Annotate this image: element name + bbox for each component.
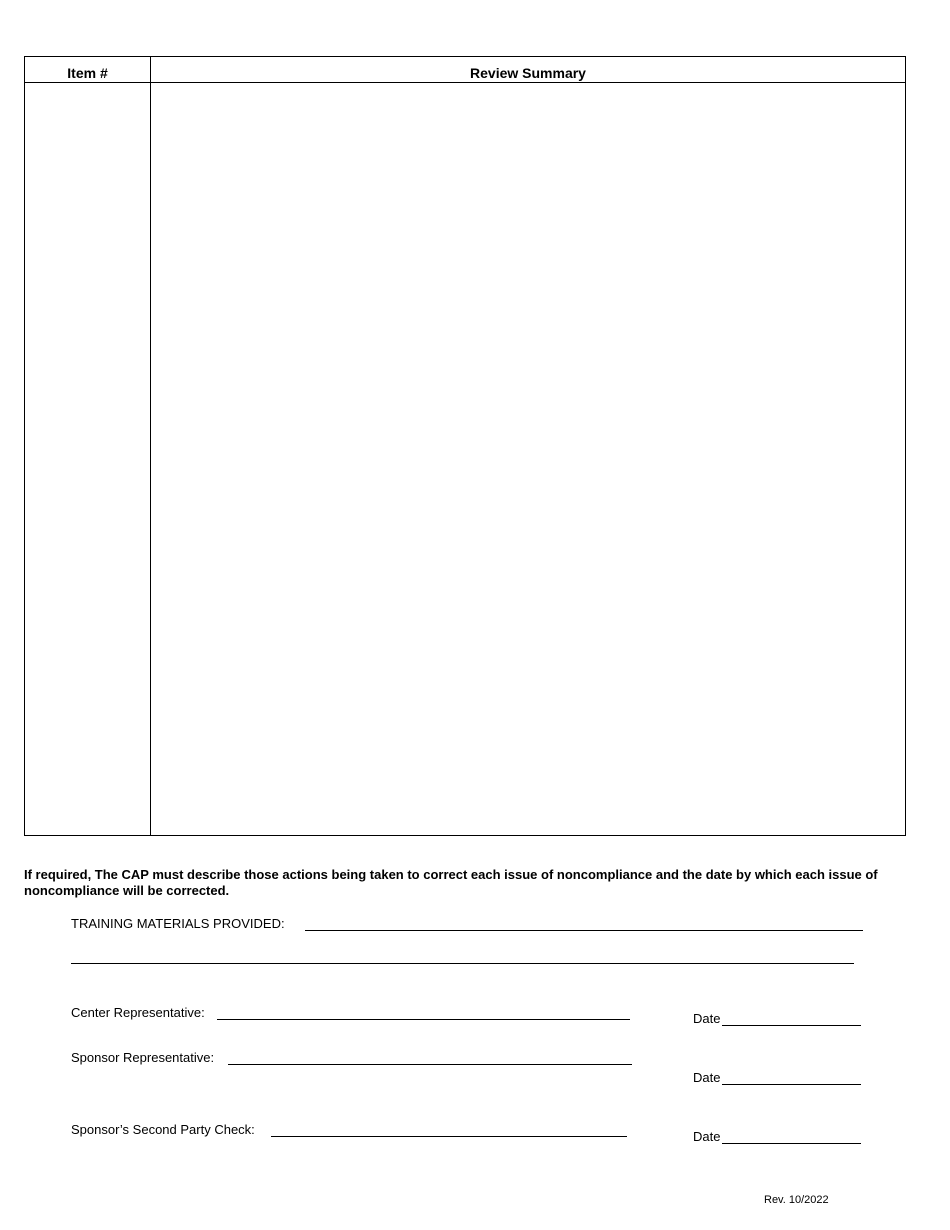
- revision-date: Rev. 10/2022: [764, 1194, 829, 1206]
- item-number-cell[interactable]: [25, 83, 150, 835]
- second-party-check-field[interactable]: [271, 1136, 627, 1137]
- second-party-date-label: Date: [693, 1129, 721, 1144]
- center-representative-label: Center Representative:: [71, 1005, 205, 1020]
- cap-instructions: If required, The CAP must describe those actions being taken to correct each issue of noncompliance and the date by which each issue of noncompliance will be corrected.: [24, 867, 878, 898]
- training-materials-label: TRAINING MATERIALS PROVIDED:: [71, 916, 285, 931]
- sponsor-representative-field[interactable]: [228, 1064, 632, 1065]
- second-party-date-field[interactable]: [722, 1143, 861, 1144]
- sponsor-date-field[interactable]: [722, 1084, 861, 1085]
- review-summary-cell[interactable]: [151, 83, 905, 835]
- center-date-field[interactable]: [722, 1025, 861, 1026]
- review-summary-header: Review Summary: [470, 65, 586, 81]
- training-materials-field-line-2[interactable]: [71, 963, 854, 964]
- training-materials-field[interactable]: [305, 930, 863, 931]
- center-representative-field[interactable]: [217, 1019, 630, 1020]
- review-table: [24, 56, 906, 836]
- second-party-check-label: Sponsor’s Second Party Check:: [71, 1122, 255, 1137]
- sponsor-date-label: Date: [693, 1070, 721, 1085]
- item-number-header: Item #: [67, 65, 108, 81]
- center-date-label: Date: [693, 1011, 721, 1026]
- sponsor-representative-label: Sponsor Representative:: [71, 1050, 215, 1065]
